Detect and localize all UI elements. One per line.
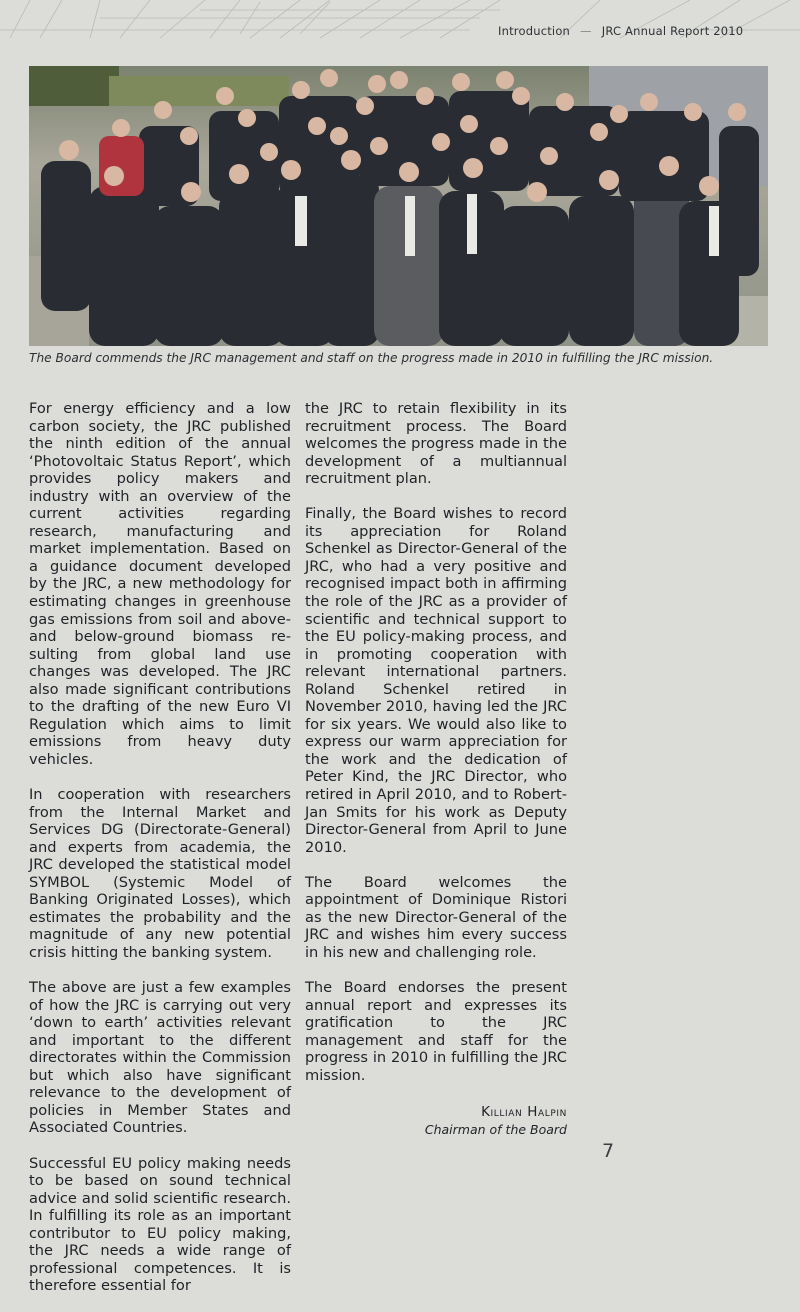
paragraph: Finally, the Board wishes to record its appreciation for Roland Schenkel as Director-General of the JRC, who had a very positive and recognised impact both in affirming the role of the JRC as a provider of scientific and technical support to the EU policy-making process, and in promoting cooperation with relevant international partners. Roland Schenkel retired in November 2010, having led the JRC for six years. We would also like to express our warm appreciation for the work and the dedication of Peter Kind, the JRC Director, who retired in April 2010, and to Robert-Jan Smits for his work as Deputy Director-General from April to June 2010. — [305, 505, 567, 856]
running-header — [498, 24, 743, 38]
signatory-role: Chairman of the Board — [424, 1121, 567, 1137]
paragraph: The Board endorses the present annual report and expresses its gratification to the JRC management and staff for the progress in 2010 in fulfilling the JRC mission. — [305, 979, 567, 1084]
page-number: 7 — [602, 1140, 615, 1162]
left-text-column — [29, 400, 291, 1312]
paragraph: The above are just a few examples of how the JRC is carrying out very ‘down to earth’ activities relevant and important to the different directorates within the Commission but which also have significant relevance to the development of policies in Member States and Associated Countries. — [29, 979, 291, 1137]
paragraph: The Board welcomes the appointment of Dominique Ristori as the new Director-General of the JRC and wishes him every success in his new and challenging role. — [305, 873, 567, 961]
board-group-photo — [29, 66, 768, 346]
header-report-title: JRC Annual Report 2010 — [601, 24, 744, 38]
paragraph: In cooperation with researchers from the Internal Market and Services DG (Directorate-General) and experts from academia, the JRC developed the statistical model SYMBOL (Systemic Model of Banking Originated Losses), which estimates the probability and the magnitude of any new potential crisis hitting the banking system. — [29, 786, 291, 961]
signature-block — [305, 1102, 567, 1138]
group-photo-illustration — [29, 66, 768, 346]
header-separator: — — [580, 24, 592, 38]
paragraph: For energy efficiency and a low carbon society, the JRC published the ninth edition of the annual ‘Photovoltaic Status Report’, which provides policy makers and industry with an overview of the current activities regarding research, manufacturing and market implementation. Based on a guidance document developed by the JRC, a new methodology for estimating changes in greenhouse gas emissions from soil and above- and below-ground biomass resulting from global land use changes was developed. The JRC also made significant contributions to the drafting of the new Euro VI Regulation which aims to limit emissions from heavy duty vehicles. — [29, 400, 291, 768]
photo-caption: The Board commends the JRC management and staff on the progress made in 2010 in fulfilling the JRC mission. — [29, 351, 714, 365]
right-text-column — [305, 400, 567, 1138]
paragraph: the JRC to retain flexibility in its recruitment process. The Board welcomes the progress made in the development of a multiannual recruitment plan. — [305, 400, 567, 488]
paragraph: Successful EU policy making needs to be based on sound technical advice and solid scientific research. In fulfilling its role as an important contributor to EU policy making, the JRC needs a wide range of professional competences. It is therefore essential for — [29, 1154, 291, 1295]
signatory-name: Killian Halpin — [481, 1103, 567, 1120]
header-section: Introduction — [498, 24, 571, 38]
